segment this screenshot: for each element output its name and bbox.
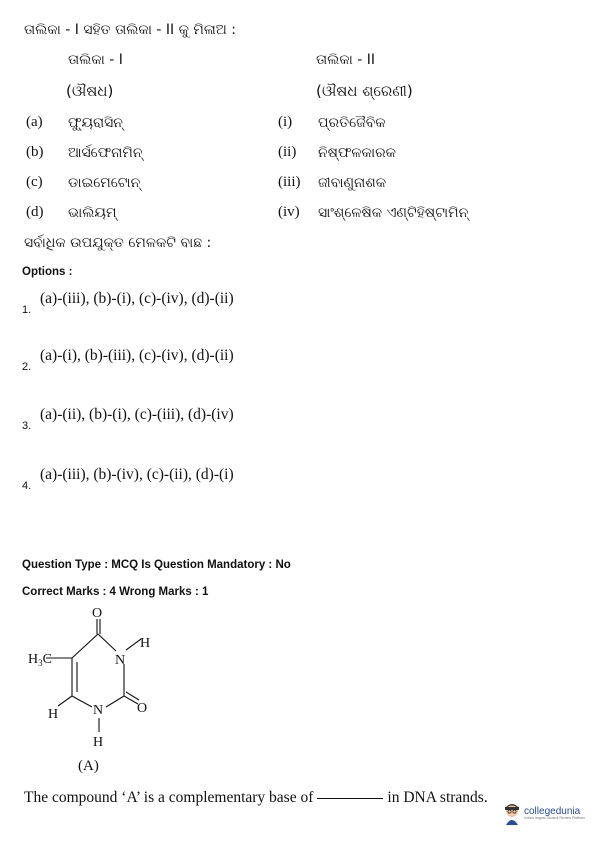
bond-h-left — [58, 696, 72, 706]
option-text: (a)-(iii), (b)-(iv), (c)-(ii), (d)-(i) — [40, 466, 234, 483]
bond-h-top — [126, 639, 141, 650]
option-number: 4. — [22, 480, 32, 492]
atom-h3c: $H_3C$ — [28, 652, 52, 668]
atom-n-top: N — [115, 653, 126, 668]
list1-item: ଭାଲିୟମ୍ — [68, 205, 117, 221]
bond-ring — [72, 696, 92, 707]
list1-key: (d) — [26, 204, 44, 220]
student-mascot-icon — [503, 803, 521, 825]
option-number: 3. — [22, 420, 32, 432]
list1-title: ତାଲିକା - I — [68, 52, 123, 68]
atom-h-top: H — [140, 636, 151, 651]
atom-o-right: O — [137, 701, 148, 716]
atom-h-left: H — [48, 707, 59, 722]
list2-item: ସାଂଶ୍ଳେଷିକ ଏଣ୍ଟିହିଷ୍ଟାମିନ୍ — [318, 205, 469, 221]
bond-co-right-1 — [124, 696, 138, 704]
list2-subtitle: (ଔଷଧ ଶ୍ରେଣୀ) — [316, 82, 413, 100]
option-text: (a)-(i), (b)-(iii), (c)-(iv), (d)-(ii) — [40, 347, 234, 364]
bond-ring — [98, 634, 116, 651]
list2-key: (iii) — [278, 174, 301, 190]
list2-key: (iv) — [278, 204, 300, 220]
logo-name: collegedunia — [524, 806, 581, 818]
list2-item: ପ୍ରତିଜୈବିକ — [318, 115, 386, 131]
options-label: Options : — [22, 266, 73, 278]
structure-diagram — [20, 604, 220, 779]
question2-text — [24, 789, 488, 807]
instruction: ସର୍ବାଧିକ ଉପଯୁକ୍ତ ମେଳକଟି ବାଛ : — [24, 235, 212, 251]
option-number: 2. — [22, 361, 32, 373]
atom-h-bottom: H — [93, 735, 104, 750]
atom-n-bottom: N — [93, 703, 104, 718]
structure-atoms — [28, 606, 150, 774]
logo-tagline: India's largest Student Review Platform — [524, 816, 585, 821]
list2-item: ଜୀବାଣୁନାଶକ — [318, 175, 387, 191]
list2-key: (ii) — [278, 144, 297, 160]
question2-after: in DNA strands. — [387, 789, 488, 806]
list1-subtitle: (ଔଷଧ) — [66, 82, 114, 100]
list1-key: (a) — [26, 114, 43, 130]
answer-blank — [317, 798, 383, 799]
list1-item: ଫ୍ୟୁରାସିନ୍ — [68, 115, 123, 131]
list1-key: (c) — [26, 174, 43, 190]
option-text: (a)-(ii), (b)-(i), (c)-(iii), (d)-(iv) — [40, 406, 234, 423]
question2-before: The compound ‘A’ is a complementary base of — [24, 789, 314, 806]
collegedunia-logo — [503, 803, 585, 825]
list2-item: ନିଷ୍ଫଳକାରକ — [318, 145, 397, 161]
list2-key: (i) — [278, 114, 293, 130]
bond-ring — [72, 634, 98, 658]
question-heading: ତାଲିକା - I ସହିତ ତାଲିକା - II କୁ ମିଳାଅ : — [24, 22, 236, 38]
option-number: 1. — [22, 304, 32, 316]
logo-text-block — [521, 807, 585, 821]
question-type-line: Question Type : MCQ Is Question Mandatory : No — [22, 559, 291, 571]
bond-ring — [106, 696, 124, 707]
atom-o-top: O — [92, 606, 103, 621]
list2-title: ତାଲିକା - II — [316, 52, 376, 68]
option-text: (a)-(iii), (b)-(i), (c)-(iv), (d)-(ii) — [40, 290, 234, 307]
structure-caption: (A) — [78, 758, 99, 774]
list1-item: ଡାଇମେଟୋନ୍ — [68, 175, 141, 191]
list1-item: ଆର୍ସଫେନାମିନ୍ — [68, 145, 143, 161]
marks-line: Correct Marks : 4 Wrong Marks : 1 — [22, 586, 209, 598]
list1-key: (b) — [26, 144, 44, 160]
